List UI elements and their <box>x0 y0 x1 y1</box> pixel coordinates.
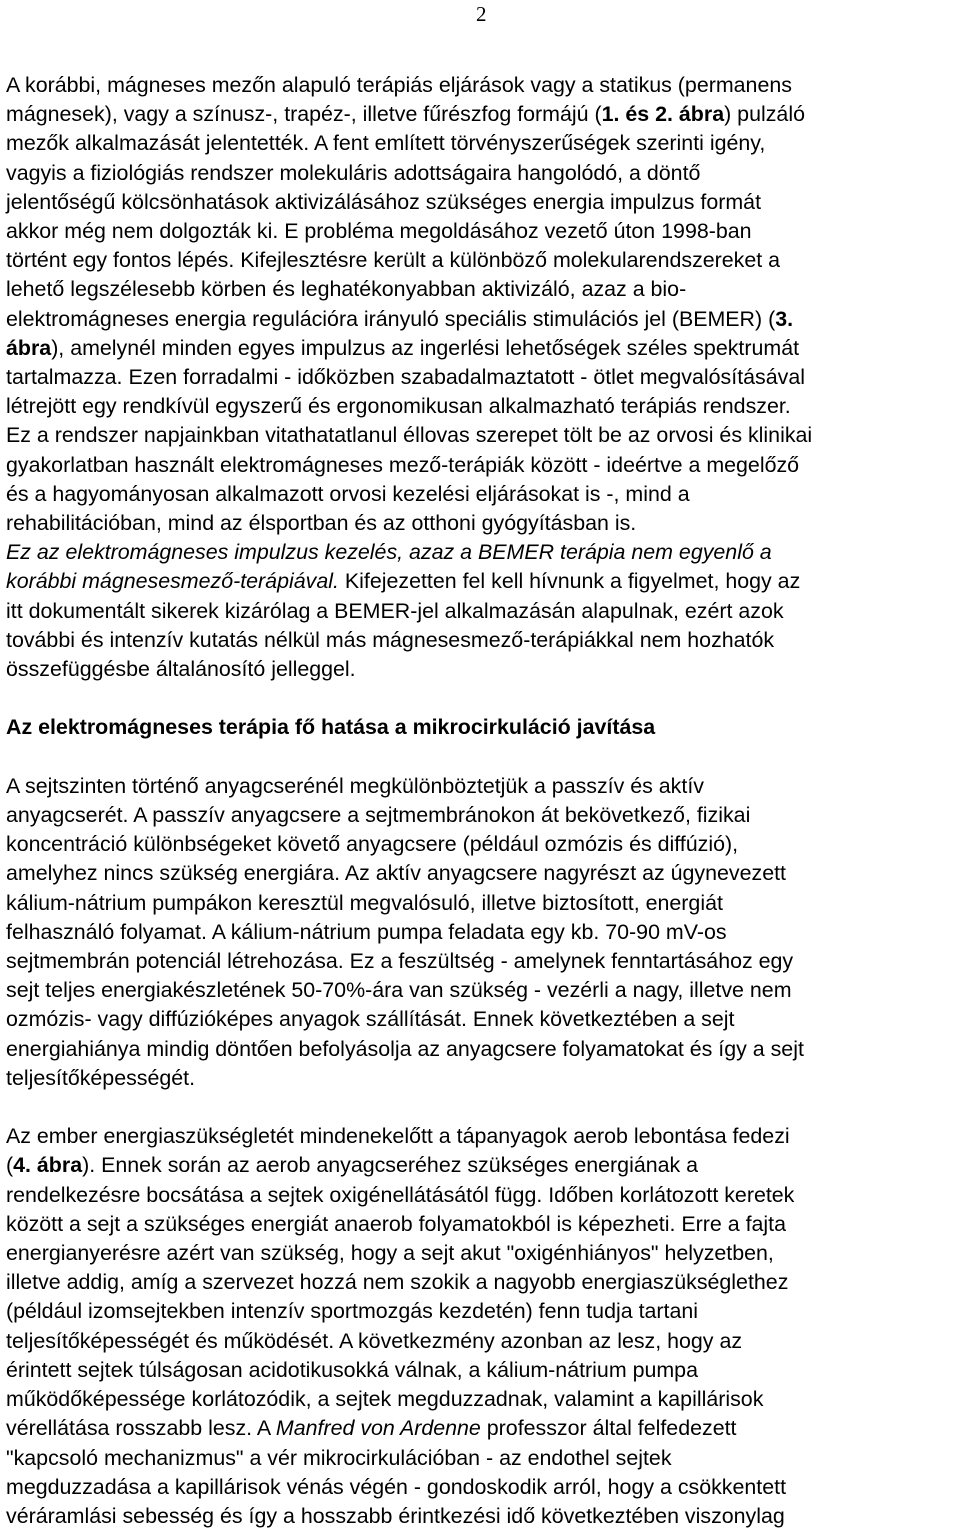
paragraph-1 <box>6 71 958 538</box>
text-line: működőképessége korlátozódik, a sejtek megduzzadnak, valamint a kapillárisok <box>6 1387 764 1412</box>
text-line: sejt teljes energiakészletének 50-70%-ára van szükség - vezérli a nagy, illetve nem <box>6 978 792 1003</box>
text-line: elektromágneses energia regulációra irányuló speciális stimulációs jel (BEMER) (3. <box>6 306 794 331</box>
text-line: gyakorlatban használt elektromágneses mező-terápiák között - ideértve a megelőző <box>6 452 800 477</box>
text-line: A korábbi, mágneses mezőn alapuló terápiás eljárások vagy a statikus (permanens <box>6 73 792 97</box>
figure-reference: 4. ábra <box>13 1153 83 1178</box>
text-line: "kapcsoló mechanizmus" a vér mikrocirkulációban - az endothel sejtek <box>6 1445 672 1470</box>
text-line: koncentráció különbségeket követő anyagcsere (például ozmózis és diffúzió), <box>6 832 739 857</box>
text-line: jelentőségű kölcsönhatások aktivizálásához szükséges energia impulzus formát <box>6 189 762 214</box>
text-line: sejtmembrán potenciál létrehozása. Ez a feszültség - amelynek fenntartásához egy <box>6 949 794 974</box>
text-line: történt egy fontos lépés. Kifejlesztésre került a különböző molekularendszereket a <box>6 248 781 273</box>
text-line: között a sejt a szükséges energiát anaerob folyamatokból is képezheti. Erre a fajta <box>6 1211 787 1236</box>
text-line: (például izomsejtekben intenzív sportmozgás kezdetén) fenn tudja tartani <box>6 1299 699 1324</box>
text-line: akkor még nem dolgozták ki. E probléma megoldásához vezető úton 1998-ban <box>6 219 752 244</box>
text-line: lehető legszélesebb körben és leghatékonyabban aktivizáló, azaz a bio- <box>6 277 687 302</box>
text-line: és a hagyományosan alkalmazott orvosi kezelési eljárásokat is -, mind a <box>6 481 690 506</box>
text-line: rehabilitációban, mind az élsportban és az otthoni gyógyításban is. <box>6 511 637 536</box>
text-line: Ez a rendszer napjainkban vitathatatlanul éllovas szerepet tölt be az orvosi és klinikai <box>6 423 813 448</box>
paragraph-2 <box>6 538 958 684</box>
text-line: érintett sejtek túlságosan acidotikusokká válnak, a kálium-nátrium pumpa <box>6 1357 698 1382</box>
text-line: további és intenzív kutatás nélkül más mágnesesmező-terápiákkal nem hozhatók <box>6 627 775 652</box>
text-line: összefüggésbe általánosító jelleggel. <box>6 657 356 682</box>
figure-reference: 3. <box>775 306 794 331</box>
text-line: teljesítőképességét és működését. A következmény azonban az lesz, hogy az <box>6 1328 743 1353</box>
text-line: kálium-nátrium pumpákon keresztül megvalósuló, illetve biztosított, energiát <box>6 890 723 915</box>
text-line: ozmózis- vagy diffúzióképes anyagok szállítását. Ennek következtében a sejt <box>6 1007 735 1032</box>
text-line: teljesítőképességét. <box>6 1065 196 1090</box>
text-line: ábra), amelynél minden egyes impulzus az ingerlési lehetőségek széles spektrumát <box>6 335 800 360</box>
text-line: Az ember energiaszükségletét mindenekelőtt a tápanyagok aerob lebontása fedezi <box>6 1124 790 1149</box>
text-line: (4. ábra). Ennek során az aerob anyagcseréhez szükséges energiának a <box>6 1153 699 1178</box>
text-line: véráramlási sebesség és így a hosszabb érintkezési idő következtében viszonylag <box>6 1503 785 1528</box>
text-line: létrejött egy rendkívül egyszerű és ergonomikusan alkalmazható terápiás rendszer. <box>6 394 791 419</box>
figure-reference: ábra <box>6 335 52 360</box>
text-line: energiahiánya mindig döntően befolyásolja az anyagcsere folyamatokat és így a sejt <box>6 1036 804 1061</box>
text-line: illetve addig, amíg a szervezet hozzá nem szokik a nagyobb energiaszükséglethez <box>6 1270 789 1295</box>
paragraph-3 <box>6 772 958 1093</box>
text-line: vagyis a fiziológiás rendszer molekuláris adottságaira hangolódó, a döntő <box>6 160 701 185</box>
text-line: energianyerésre azért van szükség, hogy a sejt akut "oxigénhiányos" helyzetben, <box>6 1241 774 1266</box>
text-line: mezők alkalmazását jelentették. A fent említett törvényszerűségek szerinti igény, <box>6 131 766 156</box>
person-name: Manfred von Ardenne <box>275 1416 481 1441</box>
emphasis-text: korábbi mágnesesmező-terápiával. <box>6 569 339 594</box>
page-number: 2 <box>476 2 487 26</box>
text-line: tartalmazza. Ezen forradalmi - időközben szabadalmaztatott - ötlet megvalósításával <box>6 365 805 390</box>
section-heading: Az elektromágneses terápia fő hatása a mikrocirkuláció javítása <box>6 715 656 740</box>
text-line: itt dokumentált sikerek kizárólag a BEMER-jel alkalmazásán alapulnak, ezért azok <box>6 598 784 623</box>
text-line: felhasználó folyamat. A kálium-nátrium pumpa feladata egy kb. 70-90 mV-os <box>6 919 727 944</box>
text-line: megduzzadása a kapillárisok vénás végén - gondoskodik arról, hogy a csökkentett <box>6 1474 787 1499</box>
figure-reference: 1. és 2. ábra <box>601 102 725 127</box>
text-line <box>6 538 958 567</box>
text-line: korábbi mágnesesmező-terápiával. Kifejezetten fel kell hívnunk a figyelmet, hogy az <box>6 569 801 594</box>
text-line: anyagcserét. A passzív anyagcsere a sejtmembránokon át bekövetkező, fizikai <box>6 803 751 828</box>
text-line: vérellátása rosszabb lesz. A Manfred von Ardenne professzor által felfedezett <box>6 1416 737 1441</box>
text-line: rendelkezésre bocsátása a sejtek oxigénellátásától függ. Időben korlátozott keretek <box>6 1182 795 1207</box>
text-line: A sejtszinten történő anyagcserénél megkülönböztetjük a passzív és aktív <box>6 773 704 798</box>
emphasis-text: Ez az elektromágneses impulzus kezelés, azaz a BEMER terápia nem egyenlő a <box>6 540 772 565</box>
text-line: amelyhez nincs szükség energiára. Az aktív anyagcsere nagyrészt az úgynevezett <box>6 861 786 886</box>
paragraph-4 <box>6 1122 958 1531</box>
text-line: mágnesek), vagy a színusz-, trapéz-, illetve fűrészfog formájú (1. és 2. ábra) pulzáló <box>6 102 805 127</box>
document-body <box>6 71 958 1531</box>
